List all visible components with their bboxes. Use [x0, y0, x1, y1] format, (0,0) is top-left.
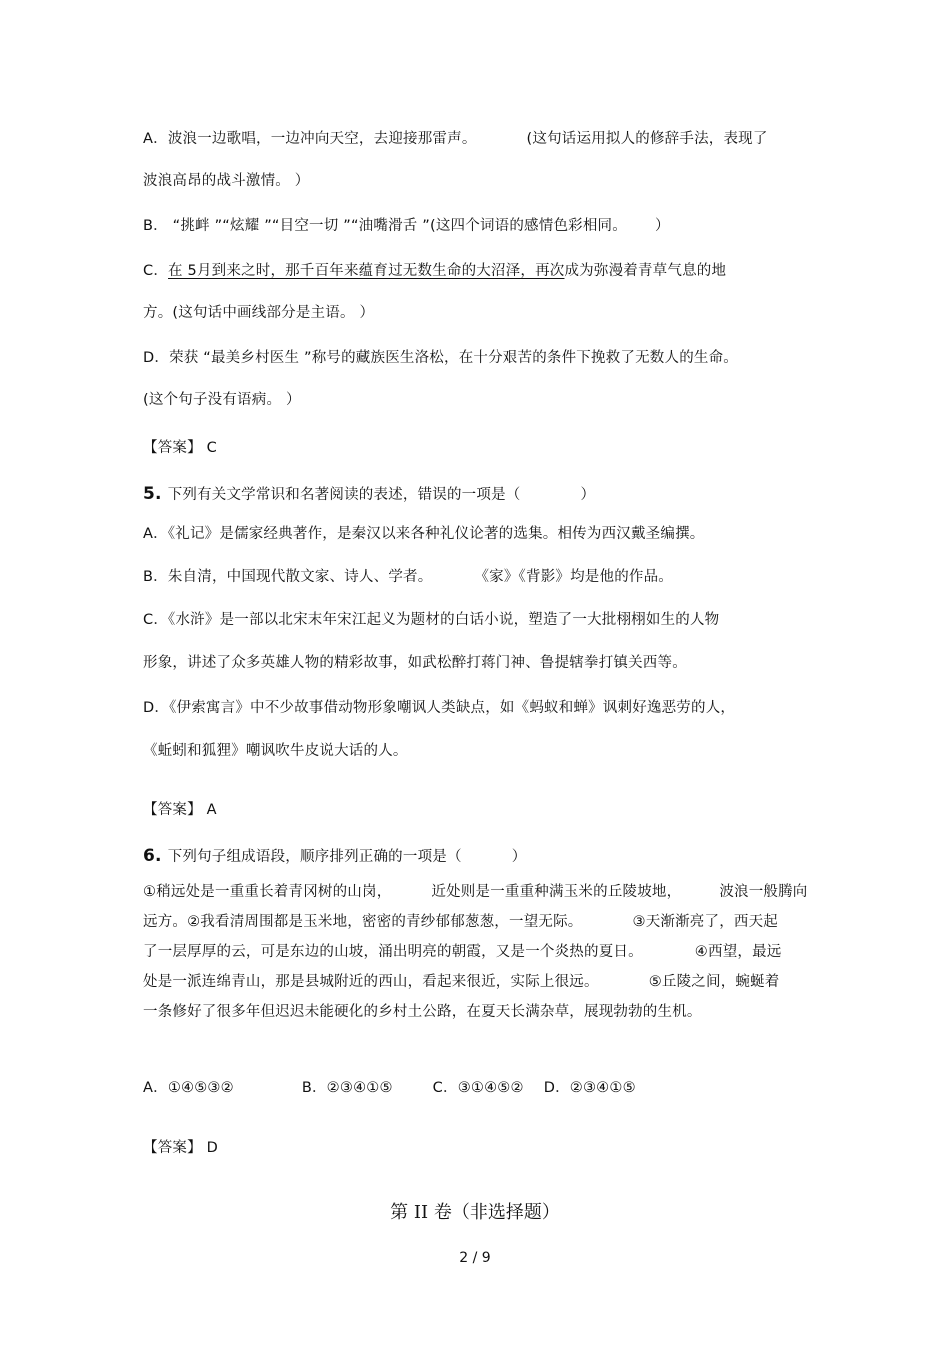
q4-option-b-close: ） [654, 218, 670, 234]
q4-answer: 【答案】 C [143, 440, 217, 456]
q5-option-d-line1: D．《伊索寓言》中不少故事借动物形象嘲讽人类缺点，如《蚂蚁和蝉》讽刺好逸恶劳的人， [143, 700, 736, 716]
q4-option-a-line1 [143, 129, 768, 149]
q5-option-b-works: 《家》《背影》均是他的作品。 [474, 569, 674, 585]
q5-number: 5. [143, 484, 162, 504]
q6-passage-line3 [143, 942, 782, 962]
q6-sentence-2: 远方。②我看清周围都是玉米地，密密的青纱郁郁葱葱，一望无际。 [143, 914, 583, 930]
q4-option-c-line2: 方。(这句话中画线部分是主语。 ） [143, 305, 375, 321]
q4-option-a-line2: 波浪高昂的战斗激情。 ） [143, 173, 310, 189]
q6-options [143, 1078, 636, 1098]
q5-option-c-line1: C．《水浒》是一部以北宋末年宋江起义为题材的白话小说，塑造了一大批栩栩如生的人物 [143, 612, 720, 628]
q6-stem [143, 846, 526, 867]
q5-option-d-line2: 《蚯蚓和狐狸》嘲讽吹牛皮说大话的人。 [143, 743, 408, 759]
q5-option-c-line2: 形象，讲述了众多英雄人物的精彩故事，如武松醉打蒋门神、鲁提辖拳打镇关西等。 [143, 655, 687, 671]
q5-stem-end: ） [580, 487, 596, 503]
q4-option-b-line [143, 216, 670, 236]
q4-option-c-prefix: C． [143, 263, 169, 279]
q4-option-a-note: (这句话运用拟人的修辞手法，表现了 [526, 131, 768, 147]
q5-option-a: A．《礼记》是儒家经典著作，是秦汉以来各种礼仪论著的选集。相传为西汉戴圣编撰。 [143, 526, 705, 542]
q4-option-c-line1 [143, 261, 726, 281]
q6-stem-text: 下列句子组成语段，顺序排列正确的一项是（ [167, 849, 462, 865]
q6-option-c: C．③①④⑤② [432, 1080, 524, 1096]
q6-sentence-1a: ①稍远处是一重重长着青冈树的山岗， [143, 884, 392, 900]
page-number: 2 / 9 [459, 1250, 491, 1266]
q6-passage-line5: 一条修好了很多年但迟迟未能硬化的乡村土公路，在夏天长满杂草，展现勃勃的生机。 [143, 1004, 702, 1020]
q6-option-d: D．②③④①⑤ [543, 1080, 636, 1096]
q6-sentence-1c: 波浪一般腾向 [719, 884, 808, 900]
q4-option-b-text: B． “挑衅 ”“炫耀 ”“目空一切 ”“油嘴滑舌 ”(这四个词语的感情色彩相同。 [143, 218, 627, 234]
q4-option-c-underlined: 在 5月到来之时，那千百年来蕴育过无数生命的大沼泽，再次 [168, 263, 565, 279]
q6-sentence-4a: ④西望，最远 [694, 944, 782, 960]
q6-sentence-1b: 近处则是一重重种满玉米的丘陵坡地， [431, 884, 682, 900]
q6-sentence-3b: 了一层厚厚的云，可是东边的山坡，涌出明亮的朝霞，又是一个炎热的夏日。 [143, 944, 643, 960]
q5-stem [143, 484, 595, 505]
q6-sentence-4b: 处是一派连绵青山，那是县城附近的西山，看起来很近，实际上很远。 [143, 974, 599, 990]
q4-option-c-rest: 成为弥漫着青草气息的地 [564, 263, 727, 279]
q6-option-a: A．①④⑤③② [143, 1080, 234, 1096]
q4-option-a-text: A．波浪一边歌唱，一边冲向天空，去迎接那雷声。 [143, 131, 477, 147]
q6-answer: 【答案】 D [143, 1140, 218, 1156]
q5-option-b-text: B．朱自清，中国现代散文家、诗人、学者。 [143, 569, 433, 585]
q4-option-d-line2: (这个句子没有语病。 ） [143, 392, 301, 408]
q4-option-d-line1: D．荣获 “最美乡村医生 ”称号的藏族医生洛松，在十分艰苦的条件下挽救了无数人的生命。 [143, 350, 739, 366]
q6-sentence-5a: ⑤丘陵之间，蜿蜒着 [648, 974, 780, 990]
q6-option-b: B．②③④①⑤ [301, 1080, 393, 1096]
q5-option-b [143, 567, 673, 587]
q6-passage-line1 [143, 882, 808, 902]
q6-passage-line2 [143, 912, 778, 932]
q6-sentence-3a: ③天渐渐亮了，西天起 [632, 914, 778, 930]
q6-number: 6. [143, 846, 162, 866]
q6-stem-end: ） [511, 849, 527, 865]
section-title: 第 II 卷（非选择题） [390, 1202, 560, 1223]
q6-passage-line4 [143, 972, 780, 992]
q5-answer: 【答案】 A [143, 802, 217, 818]
q5-stem-text: 下列有关文学常识和名著阅读的表述，错误的一项是（ [167, 487, 521, 503]
